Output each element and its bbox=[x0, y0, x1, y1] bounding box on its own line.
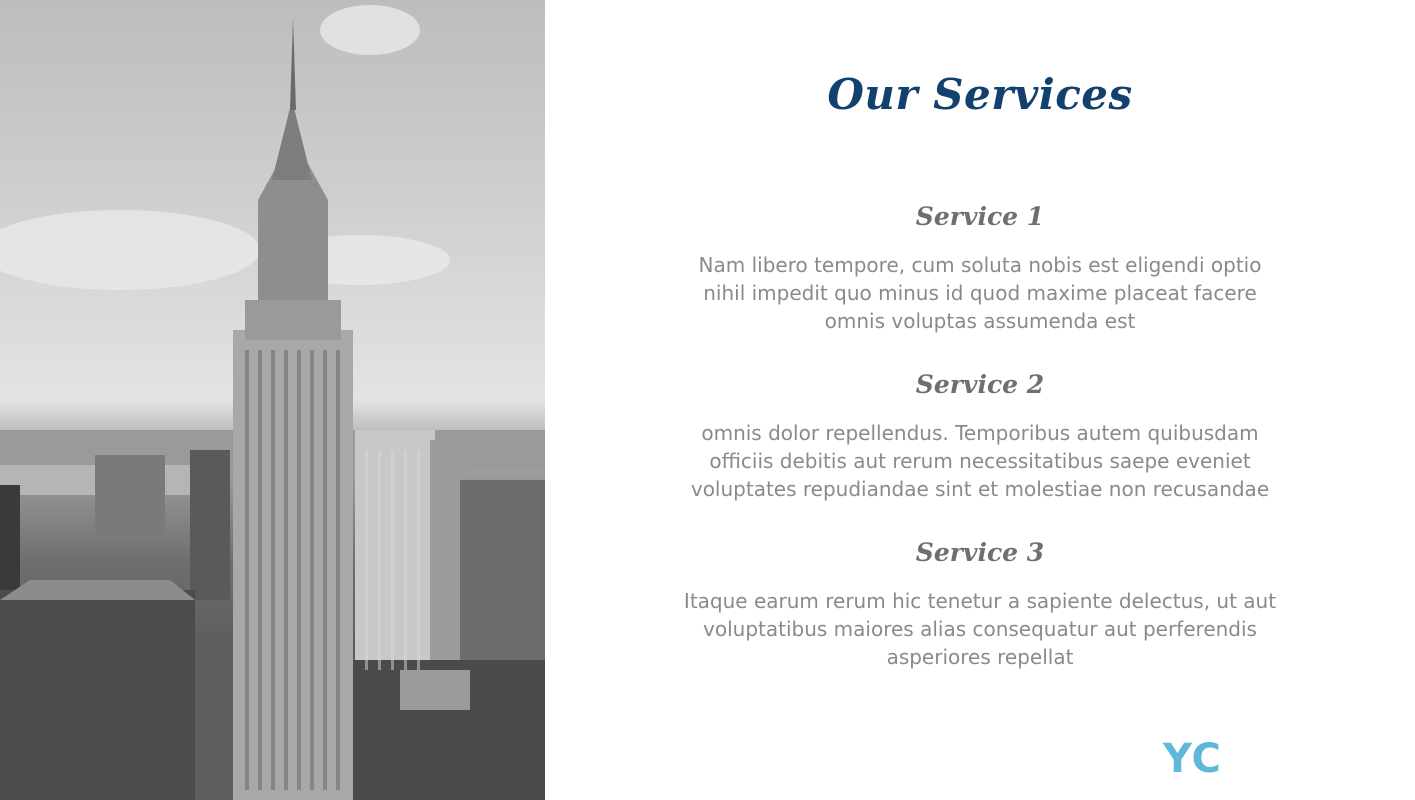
page-title: Our Services bbox=[827, 70, 1133, 119]
service-heading: Service 3 bbox=[915, 538, 1045, 567]
skyscraper-photo bbox=[0, 0, 545, 800]
service-description: omnis dolor repellendus. Temporibus autem quibusdam officiis debitis aut rerum necessitatibus saepe eveniet voluptates repudiandae sint et molestiae non recusandae bbox=[690, 421, 1270, 501]
brand-logo-text: YC bbox=[1163, 736, 1222, 782]
city-skyline-illustration bbox=[0, 0, 545, 800]
service-description: Nam libero tempore, cum soluta nobis est eligendi optio nihil impedit quo minus id quod maxime placeat facere omnis voluptas assumenda est bbox=[698, 253, 1262, 333]
service-item-2 bbox=[545, 370, 1415, 503]
services-content bbox=[545, 0, 1277, 800]
service-heading: Service 2 bbox=[915, 370, 1045, 399]
service-heading: Service 1 bbox=[915, 202, 1045, 231]
service-description: Itaque earum rerum hic tenetur a sapiente delectus, ut aut voluptatibus maiores alias consequatur aut perferendis asperiores repellat bbox=[683, 589, 1277, 669]
service-item-1 bbox=[545, 202, 1415, 335]
service-item-3 bbox=[545, 538, 1415, 671]
